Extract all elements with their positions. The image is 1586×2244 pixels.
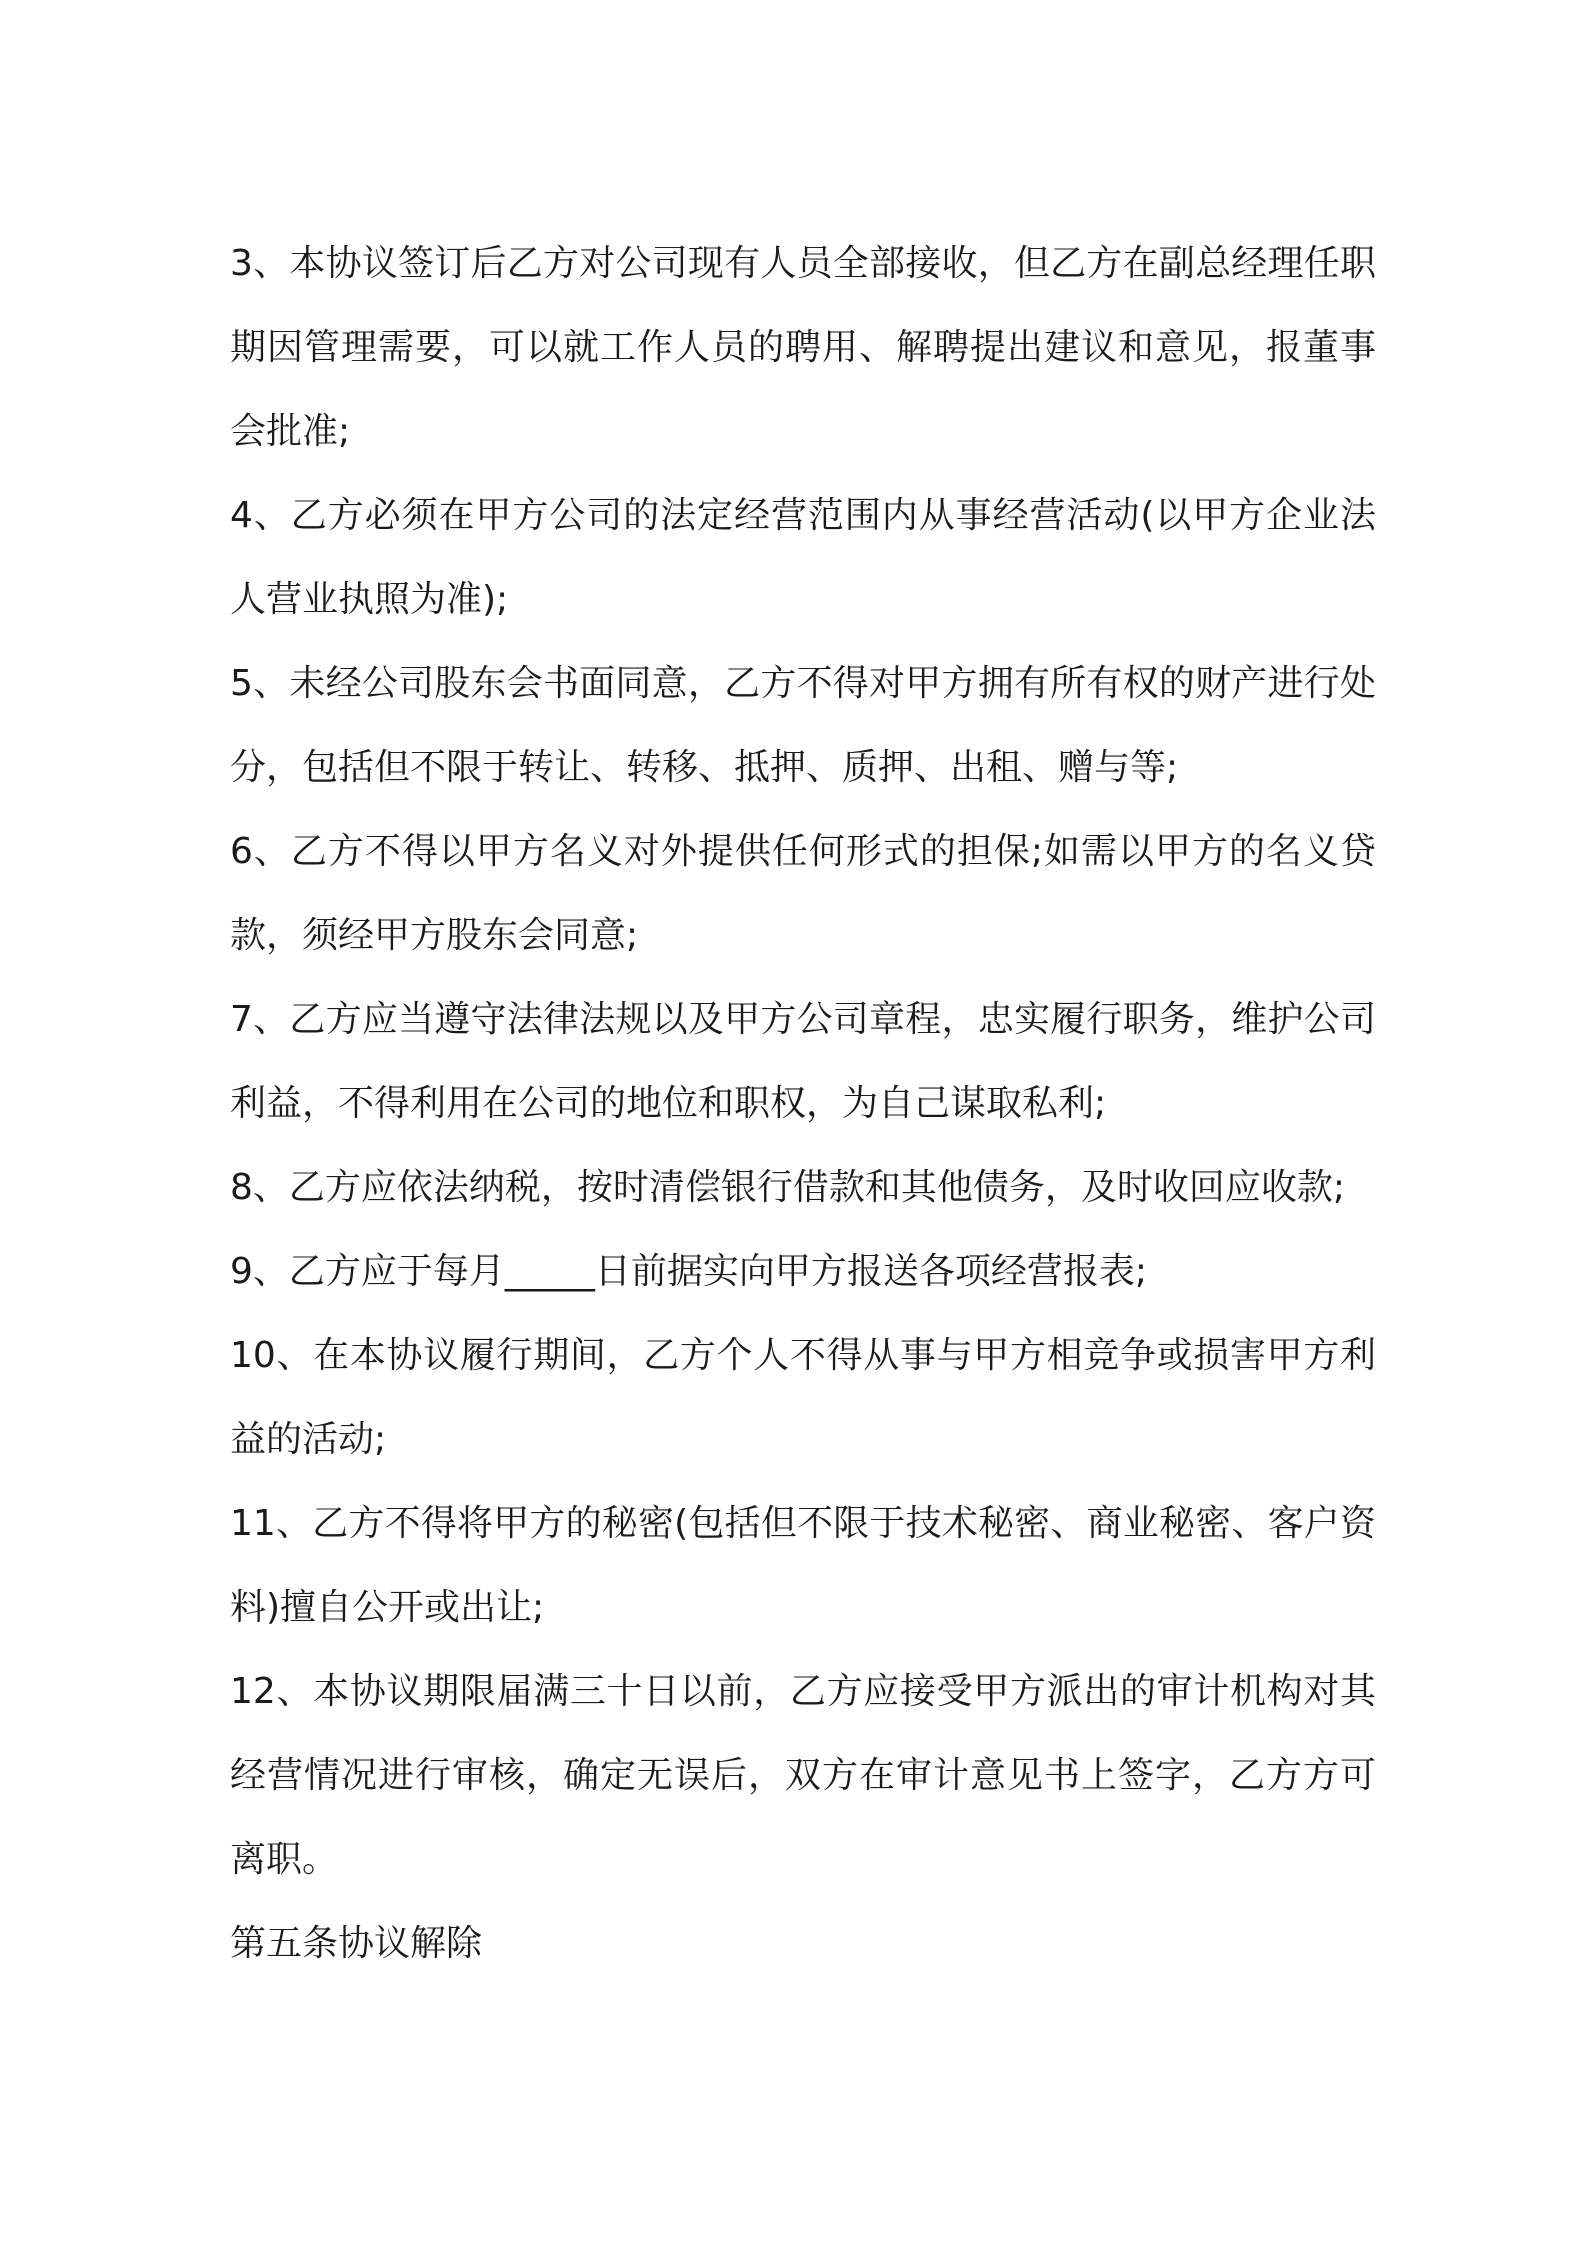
clause-4: 4、乙方必须在甲方公司的法定经营范围内从事经营活动(以甲方企业法人营业执照为准); [230, 495, 1376, 620]
section-heading: 第五条协议解除 [230, 1923, 483, 1964]
clause-8: 8、乙方应依法纳税，按时清偿银行借款和其他债务，及时收回应收款; [230, 1167, 1346, 1208]
clause-3: 3、本协议签订后乙方对公司现有人员全部接收，但乙方在副总经理任职期因管理需要，可以就工作人员的聘用、解聘提出建议和意见，报董事会批准; [230, 243, 1376, 452]
clause-11: 11、乙方不得将甲方的秘密(包括但不限于技术秘密、商业秘密、客户资料)擅自公开或出让; [230, 1503, 1376, 1628]
clause-12: 12、本协议期限届满三十日以前，乙方应接受甲方派出的审计机构对其经营情况进行审核，确定无误后，双方在审计意见书上签字，乙方方可离职。 [230, 1671, 1376, 1880]
clause-6: 6、乙方不得以甲方名义对外提供任何形式的担保;如需以甲方的名义贷款，须经甲方股东会同意; [230, 831, 1376, 956]
document-page [230, 222, 1376, 1986]
clause-10: 10、在本协议履行期间，乙方个人不得从事与甲方相竞争或损害甲方利益的活动; [230, 1335, 1376, 1460]
clause-9: 9、乙方应于每月_____日前据实向甲方报送各项经营报表; [230, 1251, 1148, 1292]
clause-7: 7、乙方应当遵守法律法规以及甲方公司章程，忠实履行职务，维护公司利益，不得利用在公司的地位和职权，为自己谋取私利; [230, 999, 1376, 1124]
clause-5: 5、未经公司股东会书面同意，乙方不得对甲方拥有所有权的财产进行处分，包括但不限于转让、转移、抵押、质押、出租、赠与等; [230, 663, 1376, 788]
